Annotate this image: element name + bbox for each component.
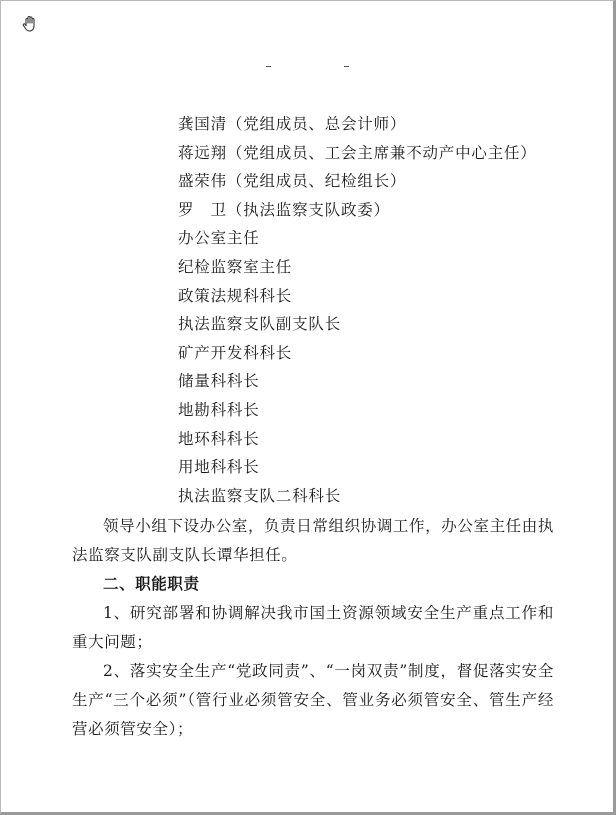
member-item: 执法监察支队二科科长 xyxy=(178,486,342,505)
member-item: 执法监察支队副支队长 xyxy=(178,315,342,334)
hand-pan-icon[interactable] xyxy=(20,14,40,34)
member-list xyxy=(178,110,578,510)
member-item: 地勘科科长 xyxy=(178,400,260,419)
member-item: 地环科科长 xyxy=(178,429,260,448)
member-item: 盛荣伟（党组成员、纪检组长） xyxy=(178,172,407,191)
member-item: 纪检监察室主任 xyxy=(178,257,293,276)
scan-mark xyxy=(344,66,349,67)
member-item: 办公室主任 xyxy=(178,229,260,248)
duty-item: 2、落实安全生产“党政同责”、“一岗双责”制度，督促落实安全生产“三个必须”（管行业必须管安全、管业务必须管安全、管生产经营必须管安全）； xyxy=(72,662,554,738)
office-paragraph: 领导小组下设办公室，负责日常组织协调工作，办公室主任由执法监察支队副支队长谭华担任。 xyxy=(72,517,554,564)
section-heading: 二、职能职责 xyxy=(103,575,200,593)
member-item: 罗 卫（执法监察支队政委） xyxy=(178,200,390,219)
scan-mark xyxy=(266,66,271,67)
duty-item: 1、研究部署和协调解决我市国土资源领域安全生产重点工作和重大问题； xyxy=(72,604,554,651)
member-item: 矿产开发科科长 xyxy=(178,343,293,362)
member-item: 用地科科长 xyxy=(178,458,260,477)
member-item: 储量科科长 xyxy=(178,372,260,391)
member-item: 龚国清（党组成员、总会计师） xyxy=(178,115,407,133)
member-item: 蒋远翔（党组成员、工会主席兼不动产中心主任） xyxy=(178,143,537,162)
member-item: 政策法规科科长 xyxy=(178,286,293,305)
